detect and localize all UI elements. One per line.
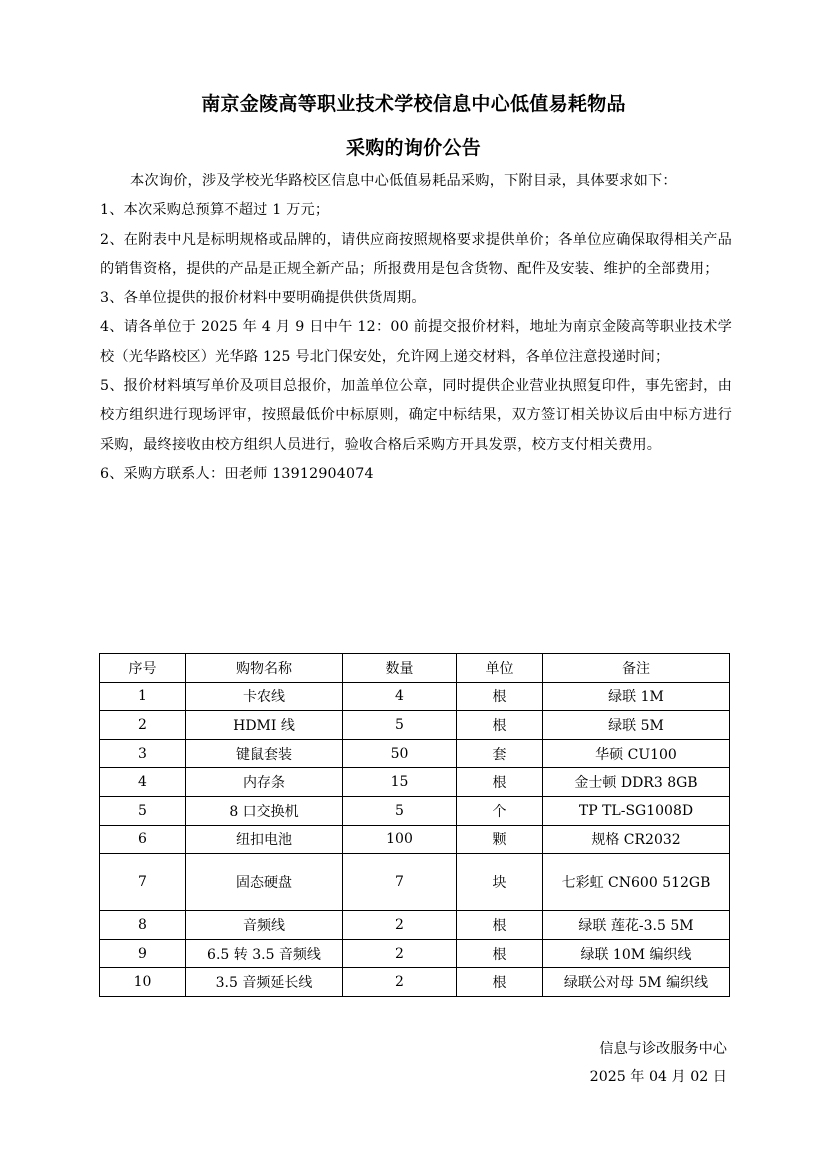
cell-remark: 绿联 10M 编织线: [543, 939, 730, 968]
cell-index: 8: [100, 911, 186, 940]
cell-remark: 绿联 1M: [543, 682, 730, 711]
cell-quantity: 5: [343, 796, 457, 825]
clause-1: 1、本次采购总预算不超过 1 万元；: [100, 202, 330, 219]
notice-body: [100, 167, 732, 489]
document-title-line1: 南京金陵高等职业技术学校信息中心低值易耗物品: [201, 93, 626, 115]
table-row: [100, 739, 730, 768]
issue-date: 2025 年 04 月 02 日: [589, 1069, 727, 1085]
cell-remark: 绿联公对母 5M 编织线: [543, 968, 730, 997]
document-title-line2: 采购的询价公告: [345, 137, 482, 159]
clause-6-contact: 6、采购方联系人：田老师 13912904074: [100, 465, 374, 482]
cell-item-name: 6.5 转 3.5 音频线: [186, 939, 343, 968]
header-index: 序号: [100, 654, 186, 683]
header-item-name: 购物名称: [186, 654, 343, 683]
cell-unit: 颗: [457, 825, 543, 854]
cell-index: 1: [100, 682, 186, 711]
cell-item-name: 键鼠套装: [186, 739, 343, 768]
cell-unit: 根: [457, 968, 543, 997]
cell-unit: 根: [457, 711, 543, 740]
cell-index: 7: [100, 854, 186, 911]
table-row: [100, 796, 730, 825]
cell-unit: 套: [457, 739, 543, 768]
cell-quantity: 5: [343, 711, 457, 740]
cell-unit: 个: [457, 796, 543, 825]
cell-quantity: 15: [343, 768, 457, 797]
cell-index: 3: [100, 739, 186, 768]
purchase-items-table: [99, 653, 730, 997]
cell-item-name: 音频线: [186, 911, 343, 940]
header-remark: 备注: [543, 654, 730, 683]
table-row: [100, 854, 730, 911]
cell-item-name: 8 口交换机: [186, 796, 343, 825]
cell-index: 6: [100, 825, 186, 854]
clause-2: 2、在附表中凡是标明规格或品牌的，请供应商按照规格要求提供单价；各单位应确保取得相关产品的销售资格，提供的产品是正规全新产品；所报费用是包含货物、配件及安装、维护的全部费用；: [100, 231, 732, 277]
cell-index: 9: [100, 939, 186, 968]
intro-paragraph: 本次询价，涉及学校光华路校区信息中心低值易耗品采购，下附目录，具体要求如下：: [130, 173, 677, 189]
issuer-organization: 信息与诊改服务中心: [599, 1041, 727, 1057]
cell-quantity: 4: [343, 682, 457, 711]
table-row: [100, 911, 730, 940]
cell-unit: 根: [457, 939, 543, 968]
cell-item-name: 内存条: [186, 768, 343, 797]
cell-remark: 绿联 莲花-3.5 5M: [543, 911, 730, 940]
cell-index: 4: [100, 768, 186, 797]
cell-item-name: 固态硬盘: [186, 854, 343, 911]
table-row: [100, 939, 730, 968]
cell-remark: 金士顿 DDR3 8GB: [543, 768, 730, 797]
cell-unit: 块: [457, 854, 543, 911]
table-row: [100, 825, 730, 854]
cell-item-name: 卡农线: [186, 682, 343, 711]
cell-remark: 绿联 5M: [543, 711, 730, 740]
cell-quantity: 2: [343, 939, 457, 968]
header-quantity: 数量: [343, 654, 457, 683]
cell-unit: 根: [457, 911, 543, 940]
clause-3: 3、各单位提供的报价材料中要明确提供供货周期。: [100, 290, 426, 307]
table-row: [100, 768, 730, 797]
cell-unit: 根: [457, 682, 543, 711]
header-unit: 单位: [457, 654, 543, 683]
cell-quantity: 7: [343, 854, 457, 911]
cell-quantity: 2: [343, 911, 457, 940]
cell-quantity: 2: [343, 968, 457, 997]
cell-remark: 华硕 CU100: [543, 739, 730, 768]
clause-4: 4、请各单位于 2025 年 4 月 9 日中午 12：00 前提交报价材料，地址为南京金陵高等职业技术学校（光华路校区）光华路 125 号北门保安处，允许网上递交材料，各单位注意投递时间；: [100, 319, 732, 365]
cell-unit: 根: [457, 768, 543, 797]
clause-5: 5、报价材料填写单价及项目总报价，加盖单位公章，同时提供企业营业执照复印件，事先密封，由校方组织进行现场评审，按照最低价中标原则，确定中标结果，双方签订相关协议后由中标方进行采购，最终接收由校方组织人员进行，验收合格后采购方开具发票，校方支付相关费用。: [100, 378, 732, 453]
cell-remark: 七彩虹 CN600 512GB: [543, 854, 730, 911]
table-row: [100, 968, 730, 997]
cell-index: 5: [100, 796, 186, 825]
cell-item-name: 3.5 音频延长线: [186, 968, 343, 997]
cell-quantity: 50: [343, 739, 457, 768]
cell-index: 2: [100, 711, 186, 740]
table-header-row: [100, 654, 730, 683]
cell-index: 10: [100, 968, 186, 997]
table-row: [100, 711, 730, 740]
cell-quantity: 100: [343, 825, 457, 854]
cell-remark: TP TL-SG1008D: [543, 796, 730, 825]
cell-remark: 规格 CR2032: [543, 825, 730, 854]
cell-item-name: 纽扣电池: [186, 825, 343, 854]
table-row: [100, 682, 730, 711]
cell-item-name: HDMI 线: [186, 711, 343, 740]
